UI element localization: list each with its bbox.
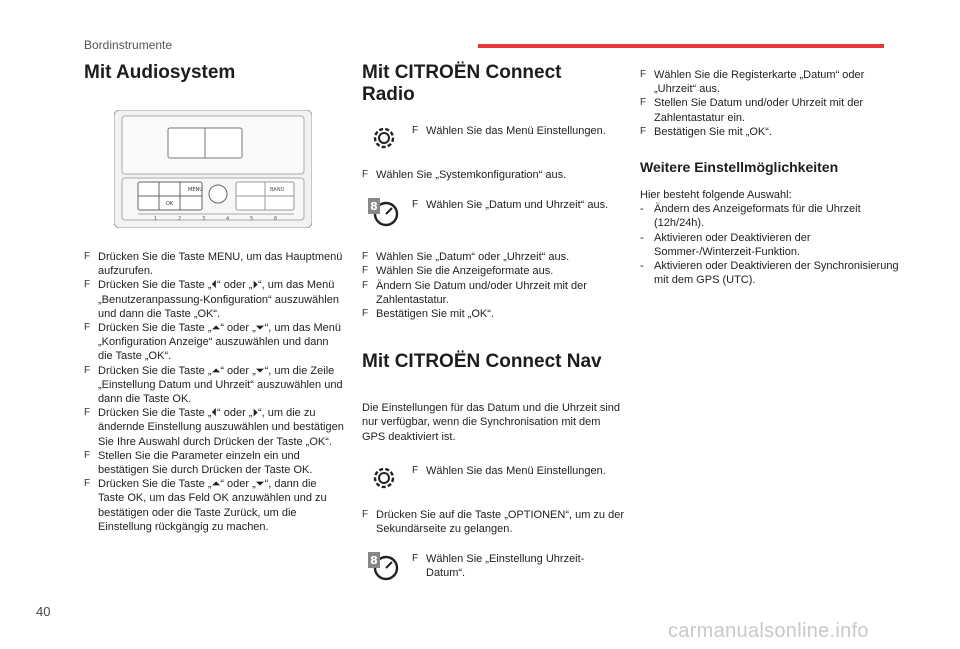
list-item: F Bestätigen Sie mit „OK“.	[362, 307, 624, 321]
list-item: F Bestätigen Sie mit „OK“.	[640, 125, 902, 139]
audio-title: Mit Audiosystem	[84, 62, 236, 83]
connect-radio-title-line2: Radio	[362, 84, 415, 105]
connect-radio-title	[362, 62, 624, 106]
nav-settings-row	[362, 460, 624, 500]
right-steps-list	[640, 68, 902, 139]
connect-nav-title: Mit CITROËN Connect Nav	[362, 351, 602, 373]
list-item: F Drücken Sie die Taste „⏶“ oder „⏷“, dann die Taste OK, um das Feld OK anzuwählen und zu bestätigen oder die Taste Zurück, um die Einstellung rückgängig zu machen.	[84, 477, 344, 534]
radio-band-label: BAND	[270, 187, 285, 193]
gear-icon	[368, 462, 400, 494]
audio-radio-illustration	[114, 110, 312, 228]
list-item: F Drücken Sie die Taste „⏴“ oder „⏵“, um das Menü „Benutzeranpassung-Konfiguration“ auszuwählen und dann die Taste „OK“.	[84, 278, 344, 321]
list-item: F Drücken Sie die Taste „⏴“ oder „⏵“, um die zu ändernde Einstellung auszuwählen und bestätigen Sie Ihre Auswahl durch Drücken der Taste „OK“.	[84, 406, 344, 449]
header-accent-bar	[478, 44, 884, 48]
list-item: - Aktivieren oder Deaktivieren der Synchronisierung mit dem GPS (UTC).	[640, 259, 902, 287]
radio-unit-icon	[114, 110, 312, 228]
list-item: F Drücken Sie die Taste „⏶“ oder „⏷“, um die Zeile „Einstellung Datum und Uhrzeit“ auszuwählen und dann die Taste OK.	[84, 364, 344, 407]
more-settings-title: Weitere Einstellmöglichkeiten	[640, 159, 839, 176]
more-settings-intro: Hier besteht folgende Auswahl:	[640, 189, 792, 202]
step-datetime-row	[362, 194, 624, 234]
list-item: F Stellen Sie Datum und/oder Uhrzeit mit der Zahlentastatur ein.	[640, 96, 902, 124]
connect-nav-intro: Die Einstellungen für das Datum und die Uhrzeit sind nur verfügbar, wenn die Synchronisation mit dem GPS deaktiviert ist.	[362, 402, 621, 443]
list-item: F Stellen Sie die Parameter einzeln ein und bestätigen Sie durch Drücken der Taste OK.	[84, 449, 344, 477]
list-item: - Ändern des Anzeigeformats für die Uhrzeit (12h/24h).	[640, 202, 902, 230]
badge-number: 8	[370, 554, 378, 568]
nav-time-text: F Wählen Sie „Einstellung Uhrzeit-Datum“.	[426, 552, 616, 580]
connect-radio-title-line1: Mit CITROËN Connect	[362, 62, 562, 83]
connect-radio-steps-list	[362, 250, 624, 321]
more-settings-list	[640, 202, 902, 287]
audio-column	[84, 62, 344, 534]
preset-2: 2	[178, 216, 182, 222]
radio-ok-label: OK	[166, 201, 174, 207]
connect-column	[362, 62, 624, 588]
badge-number: 8	[370, 200, 378, 214]
clock-badge-icon	[368, 196, 400, 228]
list-item: F Ändern Sie Datum und/oder Uhrzeit mit der Zahlentastatur.	[362, 279, 624, 307]
list-item: F Wählen Sie „Systemkonfiguration“ aus.	[362, 168, 624, 182]
right-column	[640, 62, 902, 287]
preset-4: 4	[226, 216, 230, 222]
clock-badge-icon	[368, 550, 400, 582]
watermark: carmanualsonline.info	[668, 620, 869, 642]
connect-radio-system-step	[362, 168, 624, 182]
nav-options-step	[362, 508, 624, 536]
list-item: F Wählen Sie die Anzeigeformate aus.	[362, 264, 624, 278]
list-item: F Drücken Sie auf die Taste „OPTIONEN“, um zu der Sekundärseite zu gelangen.	[362, 508, 624, 536]
section-header: Bordinstrumente	[84, 38, 173, 52]
radio-menu-label: MENU	[188, 187, 203, 193]
step-settings-row	[362, 120, 624, 160]
list-item: - Aktivieren oder Deaktivieren der Sommer-/Winterzeit-Funktion.	[640, 231, 902, 259]
list-item: F Wählen Sie „Datum“ oder „Uhrzeit“ aus.	[362, 250, 624, 264]
preset-3: 3	[202, 216, 206, 222]
nav-time-row	[362, 548, 624, 588]
step-settings-text: F Wählen Sie das Menü Einstellungen.	[426, 124, 616, 138]
step-datetime-text: F Wählen Sie „Datum und Uhrzeit“ aus.	[426, 198, 616, 212]
gear-icon	[368, 122, 400, 154]
page-number: 40	[36, 604, 51, 619]
list-item: F Drücken Sie die Taste „⏶“ oder „⏷“, um das Menü „Konfiguration Anzeige“ auszuwählen und dann die Taste „OK“.	[84, 321, 344, 364]
nav-settings-text: F Wählen Sie das Menü Einstellungen.	[426, 464, 616, 478]
list-item: F Wählen Sie die Registerkarte „Datum“ oder „Uhrzeit“ aus.	[640, 68, 902, 96]
list-item: F Drücken Sie die Taste MENU, um das Hauptmenü aufzurufen.	[84, 250, 344, 278]
preset-5: 5	[250, 216, 254, 222]
audio-steps-list	[84, 250, 344, 534]
preset-6: 6	[274, 216, 278, 222]
preset-1: 1	[154, 216, 158, 222]
